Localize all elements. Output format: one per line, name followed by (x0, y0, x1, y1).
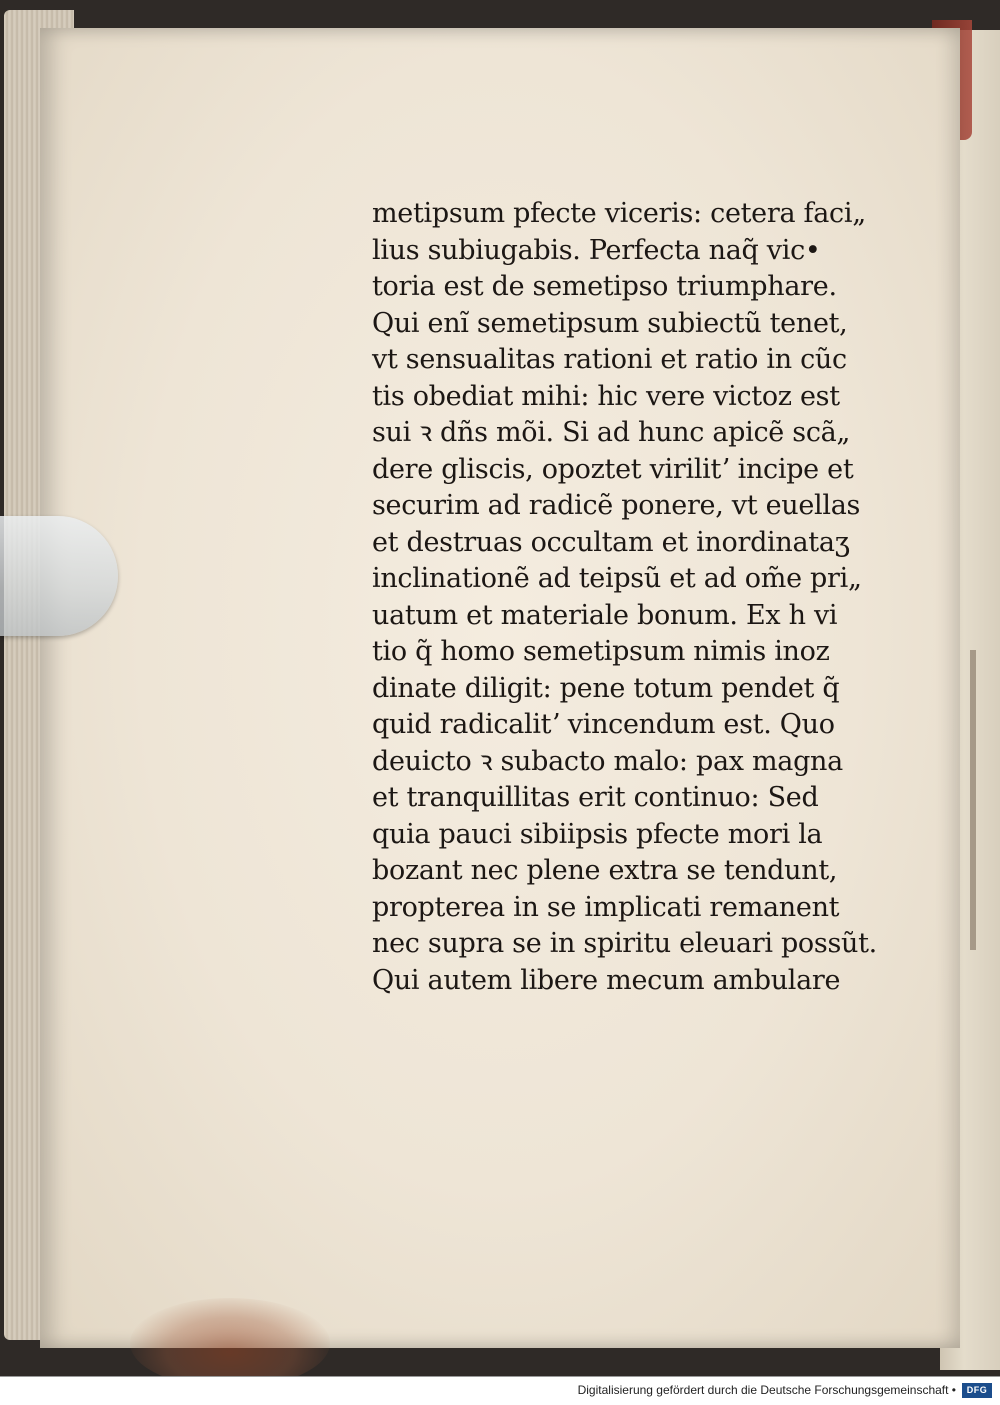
text-line: Qui autem libere mecum ambulare (372, 964, 841, 996)
dfg-logo-icon: DFG (962, 1383, 992, 1398)
text-line: lius subiugabis. Perfecta naq̃ vic• (372, 234, 821, 266)
text-line: toria est de semetipso triumphare. (372, 271, 837, 302)
text-line: dinate diligit: pene totum pendet q̃ (372, 672, 840, 704)
text-line: propterea in se implicati remanent (372, 891, 840, 923)
text-line: vt sensualitas rationi et ratio in cũc (372, 344, 847, 375)
text-line: sui ꝛ dñs mõi. Si ad hunc apicẽ scã„ (372, 417, 851, 448)
text-line: inclinationẽ ad teipsũ et ad om̃e pri„ (372, 563, 862, 594)
text-line: quia pauci sibiipsis pfecte mori la (372, 818, 823, 850)
text-block (372, 196, 892, 999)
text-line: nec supra se in spiritu eleuari possũt. (372, 928, 877, 959)
page-holder-clip (0, 516, 118, 636)
text-line: dere gliscis, opoztet virilitʼ incipe et (372, 453, 854, 485)
text-line: deuicto ꝛ subacto malo: pax magna (372, 745, 843, 777)
text-line: tis obediat mihi: hic vere victoz est (372, 380, 840, 412)
text-line: bozant nec plene extra se tendunt, (372, 855, 838, 886)
text-line: metipsum pfecte viceris: cetera faci„ (372, 198, 866, 229)
footer-bar (0, 1376, 1000, 1405)
text-line: Qui enĩ semetipsum subiectũ tenet, (372, 307, 848, 339)
text-line: et destruas occultam et inordinataʒ (372, 526, 850, 558)
text-line: uatum et materiale bonum. Ex h vi (372, 599, 838, 631)
text-line: securim ad radicẽ ponere, vt euellas (372, 490, 861, 521)
text-line: et tranquillitas erit continuo: Sed (372, 782, 819, 813)
text-line: tio q̃ homo semetipsum nimis inoz (372, 636, 830, 667)
text-line: quid radicalitʼ vincendum est. Quo (372, 709, 835, 740)
footer-credit: Digitalisierung gefördert durch die Deutsche Forschungsgemeinschaft • (577, 1383, 956, 1397)
stain (130, 1298, 330, 1388)
